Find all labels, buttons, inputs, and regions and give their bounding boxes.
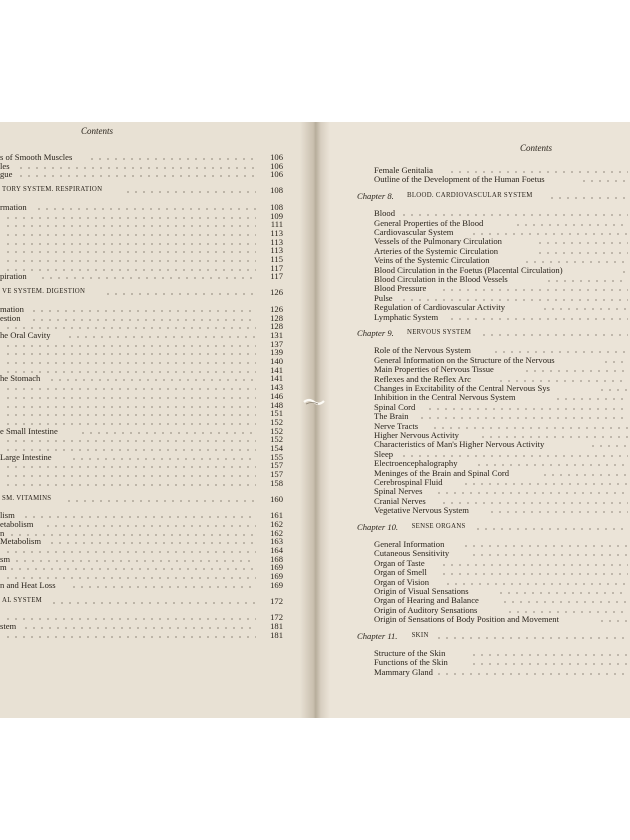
- leader-dots: [400, 455, 628, 457]
- page-number: 162: [270, 527, 283, 538]
- leader-dots: [70, 586, 256, 588]
- leader-dots: [4, 618, 256, 620]
- leader-dots: [523, 370, 628, 372]
- leader-dots: [440, 502, 628, 504]
- entry-title: Veins of the Systemic Circulation: [374, 255, 490, 266]
- entry-title: estion: [0, 312, 21, 323]
- page-number: 126: [270, 287, 283, 298]
- entry-title: General Information on the Structure of the Nervous: [374, 354, 555, 365]
- page-number: 111: [270, 219, 283, 230]
- entry-title: Changes in Excitability of the Central Nervous Sys: [374, 383, 550, 393]
- page-number: 181: [270, 629, 283, 640]
- leader-dots: [88, 158, 256, 160]
- leader-dots: [124, 191, 256, 193]
- entry-title: Origin of Visual Sensations: [374, 586, 469, 596]
- chapter-title: VE SYSTEM. DIGESTION: [2, 288, 86, 296]
- chapter-label: Chapter 11.: [357, 630, 398, 641]
- leader-dots: [22, 627, 256, 629]
- leader-dots: [70, 458, 256, 460]
- page-number: 155: [270, 451, 283, 462]
- leader-dots: [497, 592, 628, 594]
- leader-dots: [400, 214, 628, 216]
- entry-title: mation: [0, 303, 24, 314]
- page-number: 139: [270, 347, 283, 358]
- leader-dots: [554, 398, 628, 400]
- chapter-label: Chapter 8.: [357, 190, 394, 201]
- page-number: 115: [270, 254, 283, 264]
- entry-title: Mammary Gland: [374, 666, 433, 677]
- leader-dots: [431, 427, 628, 429]
- leader-dots: [589, 445, 628, 447]
- page-number: 161: [270, 510, 283, 521]
- page-number: 131: [270, 329, 283, 340]
- leader-dots: [418, 417, 628, 419]
- leader-dots: [4, 260, 256, 262]
- entry-title: Blood Circulation in the Blood Vessels: [374, 274, 508, 284]
- leader-dots: [580, 180, 628, 182]
- leader-dots: [474, 528, 628, 530]
- page-number: 141: [270, 364, 283, 375]
- entry-title: General Properties of the Blood: [374, 217, 484, 228]
- page-number: 168: [270, 553, 283, 564]
- entry-title: The Brain: [374, 411, 409, 422]
- leader-dots: [470, 663, 628, 665]
- leader-dots: [536, 242, 628, 244]
- leader-dots: [470, 554, 628, 556]
- entry-title: rmation: [0, 201, 27, 212]
- leader-dots: [514, 224, 628, 226]
- page-number: 108: [270, 185, 283, 196]
- entry-title: n: [0, 527, 5, 538]
- entry-title: General Information: [374, 539, 445, 549]
- entry-title: Structure of the Skin: [374, 648, 446, 658]
- leader-dots: [4, 551, 256, 553]
- chapter-label: Chapter 9.: [357, 328, 394, 338]
- toc-chapter-row: [316, 522, 630, 532]
- page-number: 160: [270, 493, 283, 504]
- page-number: 113: [270, 245, 283, 256]
- leader-dots: [536, 252, 628, 254]
- leader-dots: [4, 362, 256, 364]
- right-running-head: Contents: [520, 143, 553, 153]
- entry-title: Cutaneous Sensitivity: [374, 548, 450, 559]
- toc-entry-row: [316, 505, 630, 515]
- entry-title: Cranial Nerves: [374, 495, 426, 506]
- leader-dots: [492, 351, 628, 353]
- page-number: 157: [270, 469, 283, 480]
- toc-chapter-row: [0, 596, 310, 606]
- page-number: 148: [270, 399, 283, 410]
- entry-title: Blood Circulation in the Foetus (Placental Circulation): [374, 264, 563, 275]
- leader-dots: [4, 449, 256, 451]
- chapter-title: TORY SYSTEM. RESPIRATION: [2, 186, 103, 194]
- page-number: 117: [270, 262, 283, 273]
- entry-title: Role of the Nervous System: [374, 345, 471, 356]
- page-number: 143: [270, 382, 283, 393]
- leader-dots: [4, 371, 256, 373]
- entry-title: Main Properties of Nervous Tissue: [374, 364, 494, 375]
- entry-title: Cerebrospinal Fluid: [374, 477, 443, 487]
- leader-dots: [435, 492, 628, 494]
- leader-dots: [4, 440, 256, 442]
- entry-title: Female Genitalia: [374, 165, 433, 175]
- entry-title: Origin of Auditory Sensations: [374, 604, 478, 615]
- entry-title: Spinal Cord: [374, 401, 416, 412]
- leader-dots: [475, 464, 628, 466]
- toc-chapter-row: [0, 185, 310, 195]
- leader-dots: [30, 319, 256, 321]
- leader-dots: [548, 197, 628, 199]
- entry-title: Inhibition in the Central Nervous System: [374, 392, 516, 403]
- toc-entry-row: [316, 614, 630, 624]
- paper-tear-mark: [303, 397, 325, 407]
- toc-chapter-row: [0, 494, 310, 504]
- entry-title: Organ of Smell: [374, 567, 427, 578]
- page-number: 152: [270, 416, 283, 427]
- entry-title: Arteries of the Systemic Circulation: [374, 245, 499, 256]
- entry-title: Blood: [374, 208, 396, 219]
- entry-title: Reflexes and the Reflex Arc: [374, 373, 471, 384]
- entry-title: Electroencephalography: [374, 458, 458, 469]
- leader-dots: [440, 564, 628, 566]
- leader-dots: [65, 500, 256, 502]
- page-number: 163: [270, 536, 283, 547]
- leader-dots: [541, 474, 628, 476]
- leader-dots: [602, 361, 628, 363]
- page-number: 157: [270, 460, 283, 471]
- toc-entry-row: [316, 667, 630, 677]
- entry-title: Meninges of the Brain and Spinal Cord: [374, 467, 510, 478]
- leader-dots: [523, 261, 628, 263]
- page-number: 117: [270, 271, 283, 282]
- leader-dots: [440, 573, 628, 575]
- leader-dots: [598, 389, 628, 391]
- open-book: [0, 122, 630, 718]
- entry-title: n and Heat Loss: [0, 579, 56, 590]
- page-number: 152: [270, 434, 283, 445]
- page-number: 169: [270, 571, 283, 582]
- leader-dots: [4, 406, 256, 408]
- leader-dots: [8, 568, 256, 570]
- entry-title: Lymphatic System: [374, 311, 439, 322]
- entry-title: Organ of Hearing and Balance: [374, 595, 479, 606]
- leader-dots: [4, 636, 256, 638]
- leader-dots: [440, 289, 628, 291]
- left-page: [0, 122, 310, 718]
- leader-dots: [598, 620, 628, 622]
- leader-dots: [30, 310, 256, 312]
- page-number: 128: [270, 312, 283, 323]
- leader-dots: [4, 414, 256, 416]
- leader-dots: [444, 583, 628, 585]
- book-gutter: [300, 122, 330, 718]
- leader-dots: [4, 484, 256, 486]
- leader-dots: [545, 280, 628, 282]
- entry-title: Organ of Vision: [374, 576, 430, 587]
- leader-dots: [4, 251, 256, 253]
- leader-dots: [501, 601, 628, 603]
- toc-entry-row: [316, 312, 630, 322]
- leader-dots: [44, 525, 256, 527]
- page-number: 158: [270, 477, 283, 488]
- leader-dots: [435, 673, 628, 675]
- toc-entry-row: [0, 169, 310, 179]
- entry-title: e Small Intestine: [0, 425, 58, 436]
- leader-dots: [4, 577, 256, 579]
- entry-title: gue: [0, 169, 13, 180]
- leader-dots: [506, 611, 628, 613]
- toc-chapter-row: [316, 328, 630, 338]
- leader-dots: [48, 379, 256, 381]
- entry-title: Characteristics of Man's Higher Nervous Activity: [374, 439, 545, 450]
- page-number: 154: [270, 443, 283, 453]
- page-number: 146: [270, 390, 283, 401]
- page-number: 113: [270, 227, 283, 238]
- entry-title: Cardiovascular System: [374, 227, 454, 237]
- leader-dots: [8, 534, 256, 536]
- leader-dots: [497, 380, 628, 382]
- entry-title: Pulse: [374, 292, 393, 303]
- leader-dots: [4, 423, 256, 425]
- leader-dots: [4, 353, 256, 355]
- leader-dots: [79, 432, 256, 434]
- entry-title: Blood Pressure: [374, 283, 427, 294]
- entry-title: lism: [0, 510, 15, 521]
- leader-dots: [488, 511, 628, 513]
- page-number: 128: [270, 321, 283, 332]
- leader-dots: [35, 208, 256, 210]
- page-number: 126: [270, 303, 283, 314]
- leader-dots: [435, 637, 628, 639]
- page-number: 137: [270, 338, 283, 349]
- leader-dots: [4, 388, 256, 390]
- leader-dots: [470, 233, 628, 235]
- leader-dots: [448, 171, 628, 173]
- leader-dots: [66, 336, 256, 338]
- toc-chapter-row: [0, 287, 310, 297]
- page-number: 181: [270, 620, 283, 631]
- entry-title: Large Intestine: [0, 451, 52, 462]
- leader-dots: [4, 243, 256, 245]
- leader-dots: [541, 308, 628, 310]
- toc-chapter-row: [316, 191, 630, 201]
- leader-dots: [50, 602, 256, 604]
- toc-entry-row: [0, 630, 310, 640]
- chapter-title: SM. VITAMINS: [2, 494, 52, 502]
- leader-dots: [48, 542, 256, 544]
- entry-title: stem: [0, 620, 17, 631]
- leader-dots: [470, 654, 628, 656]
- leader-dots: [22, 516, 256, 518]
- leader-dots: [4, 327, 256, 329]
- leader-dots: [4, 225, 256, 227]
- leader-dots: [4, 269, 256, 271]
- page-number: 108: [270, 201, 283, 212]
- page-number: 106: [270, 160, 283, 171]
- page-number: 113: [270, 236, 283, 247]
- entry-title: Metabolism: [0, 536, 42, 547]
- entry-title: Origin of Sensations of Body Position and Movement: [374, 614, 559, 625]
- toc-entry-row: [316, 174, 630, 184]
- page-number: 106: [270, 169, 283, 180]
- page-number: 169: [270, 579, 283, 590]
- entry-title: Outline of the Development of the Human Foetus: [374, 174, 545, 185]
- entry-title: Sleep: [374, 448, 394, 459]
- chapter-title: NERVOUS SYSTEM: [407, 329, 472, 336]
- toc-entry-row: [0, 478, 310, 488]
- chapter-label: Chapter 10.: [357, 521, 399, 532]
- entry-title: Vegetative Nervous System: [374, 505, 469, 516]
- entry-title: Spinal Nerves: [374, 486, 423, 497]
- entry-title: Vessels of the Pulmonary Circulation: [374, 236, 502, 247]
- leader-dots: [400, 299, 628, 301]
- entry-title: he Oral Cavity: [0, 329, 51, 340]
- leader-dots: [426, 408, 628, 410]
- entry-title: etabolism: [0, 518, 34, 529]
- leader-dots: [479, 436, 628, 438]
- page-number: 106: [270, 152, 283, 162]
- entry-title: sm: [0, 553, 11, 564]
- entry-title: Regulation of Cardiovascular Activity: [374, 302, 506, 313]
- entry-title: piration: [0, 271, 27, 282]
- leader-dots: [13, 560, 256, 562]
- entry-title: Organ of Taste: [374, 557, 425, 568]
- entry-title: m: [0, 562, 7, 573]
- toc-entry-row: [0, 271, 310, 281]
- leader-dots: [17, 167, 256, 169]
- chapter-title: SENSE ORGANS: [411, 522, 466, 530]
- leader-dots: [4, 466, 256, 468]
- right-page: [316, 122, 630, 718]
- leader-dots: [17, 175, 256, 177]
- page-number: 109: [270, 210, 283, 221]
- leader-dots: [480, 334, 628, 336]
- page-number: 162: [270, 518, 283, 529]
- leader-dots: [462, 545, 628, 547]
- leader-dots: [620, 271, 628, 273]
- page-number: 169: [270, 562, 283, 573]
- leader-dots: [4, 397, 256, 399]
- entry-title: Functions of the Skin: [374, 657, 448, 668]
- toc-entry-row: [0, 580, 310, 590]
- left-running-head: Contents: [81, 126, 114, 136]
- entry-title: Higher Nervous Activity: [374, 430, 459, 440]
- leader-dots: [448, 318, 628, 320]
- page-number: 141: [270, 373, 283, 384]
- leader-dots: [104, 293, 256, 295]
- page-number: 151: [270, 408, 283, 419]
- leader-dots: [39, 277, 256, 279]
- entry-title: s of Smooth Muscles: [0, 152, 73, 162]
- toc-chapter-row: [316, 631, 630, 641]
- chapter-title: AL SYSTEM: [2, 596, 43, 604]
- leader-dots: [4, 345, 256, 347]
- chapter-title: SKIN: [411, 631, 429, 639]
- leader-dots: [462, 483, 628, 485]
- entry-title: les: [0, 160, 10, 171]
- entry-title: Nerve Tracts: [374, 420, 419, 431]
- page-number: 140: [270, 356, 283, 366]
- chapter-title: BLOOD. CARDIOVASCULAR SYSTEM: [407, 191, 533, 199]
- leader-dots: [4, 217, 256, 219]
- leader-dots: [4, 475, 256, 477]
- page-number: 172: [270, 595, 283, 606]
- entry-title: he Stomach: [0, 373, 41, 384]
- leader-dots: [4, 234, 256, 236]
- page-number: 172: [270, 612, 283, 623]
- page-number: 164: [270, 545, 283, 555]
- page-number: 152: [270, 425, 283, 436]
